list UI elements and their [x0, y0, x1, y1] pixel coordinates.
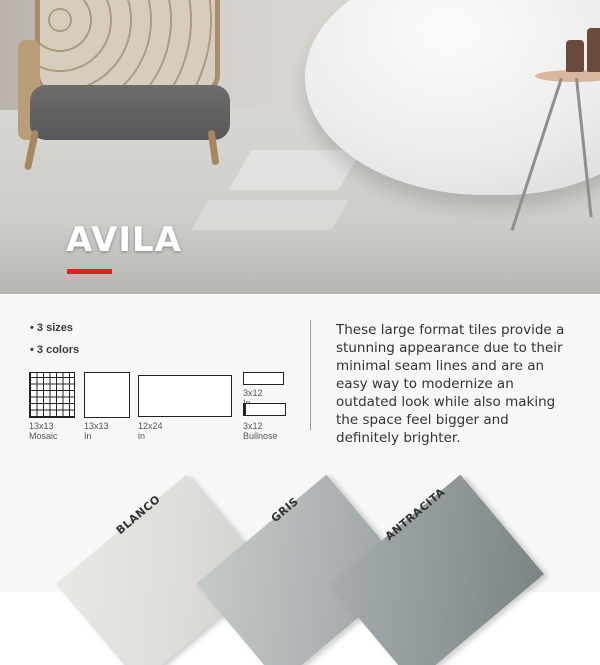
strip-tile-icon: [243, 372, 284, 385]
size-label: 13x13 Mosaic: [29, 421, 58, 441]
chair-back-image: [35, 0, 220, 95]
rectangle-tile-icon: [138, 375, 232, 417]
swatch-label-gris: GRIS: [268, 494, 302, 525]
section-divider: [310, 320, 311, 430]
page-title: AVILA: [66, 220, 182, 260]
title-accent-bar: [67, 269, 112, 274]
feature-item: • 3 sizes: [30, 322, 79, 344]
feature-item: • 3 colors: [30, 344, 79, 366]
square-tile-icon: [84, 372, 130, 418]
chair-seat-image: [30, 85, 230, 140]
size-label: 3x12 Bullnose: [243, 421, 278, 441]
size-label: 3x12: [243, 388, 263, 398]
mosaic-grid-icon: [29, 372, 75, 418]
product-info: [0, 294, 600, 454]
swatch-label-antracita: ANTRACITA: [382, 485, 448, 543]
hero-banner: [0, 0, 600, 294]
size-label: 13x13 In: [84, 421, 109, 441]
bottle-image: [587, 28, 600, 72]
feature-list: [30, 322, 79, 366]
product-description: These large format tiles provide a stunning appearance due to their minimal seam lines and are an easy way to modernize an outdated look while also making the space feel bigger and definitely brighter.: [336, 322, 565, 446]
hero-light-patch: [191, 200, 348, 230]
swatch-label-blanco: BLANCO: [113, 492, 164, 537]
color-swatches: [0, 454, 600, 665]
hero-light-patch: [228, 150, 361, 190]
size-label: 12x24 in: [138, 421, 163, 441]
bullnose-tile-icon: [243, 403, 286, 416]
bottle-image: [566, 40, 584, 72]
